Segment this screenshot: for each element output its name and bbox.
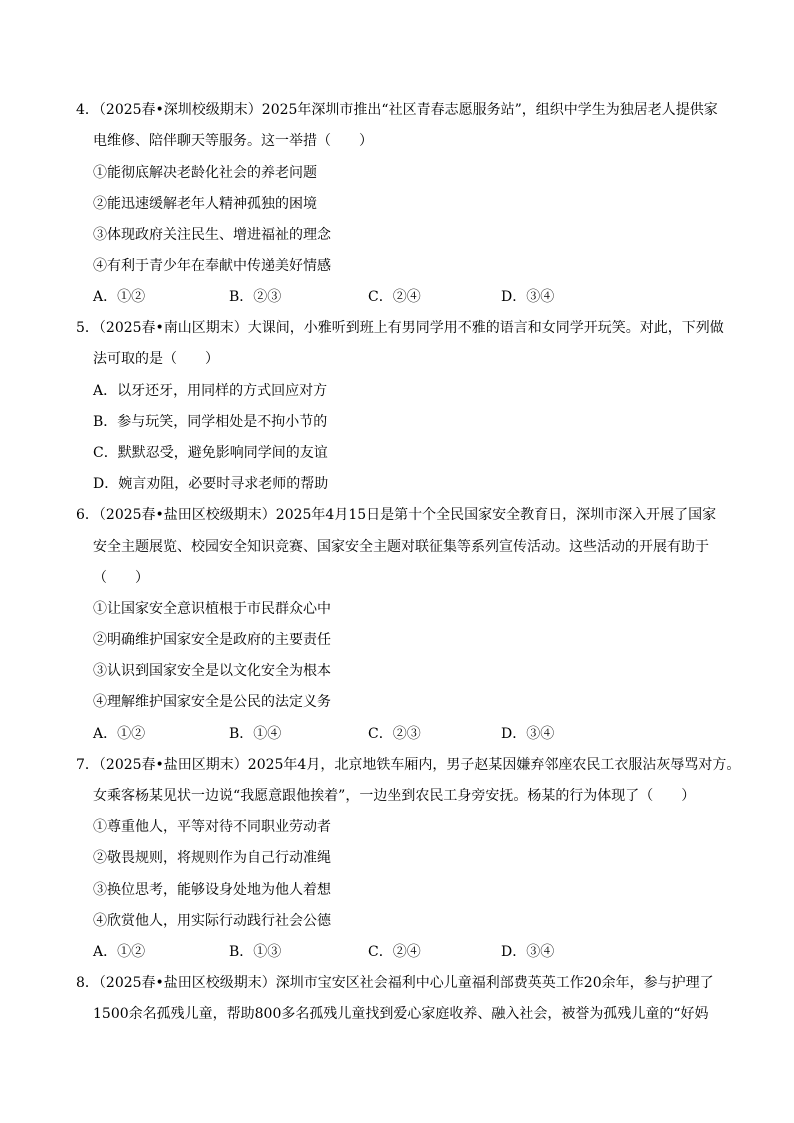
question-7-statement-3: ③换位思考，能够设身处地为他人着想 xyxy=(93,882,331,898)
choice-c: C．②④ xyxy=(368,944,421,960)
question-4-statement-1: ①能彻底解决老龄化社会的养老问题 xyxy=(93,165,317,181)
question-7-stem-line-2: 女乘客杨某见状一边说“我愿意跟他挨着”，一边坐到农民工身旁安抚。杨某的行为体现了（ ） xyxy=(93,788,696,804)
question-7-stem-line-1: 7．（2025春•盐田区期末）2025年4月，北京地铁车厢内，男子赵某因嫌弃邻座农民工衣服沾灰辱骂对方。 xyxy=(76,757,741,773)
question-7-statement-4: ④欣赏他人，用实际行动践行社会公德 xyxy=(93,913,331,929)
choice-a: A．①② xyxy=(93,944,146,960)
question-5-stem-line-2: 法可取的是（ ） xyxy=(93,351,219,367)
question-5-option-d: D．婉言劝阻，必要时寻求老师的帮助 xyxy=(93,476,329,492)
choice-a: A．①② xyxy=(93,289,146,305)
question-6-statement-2: ②明确维护国家安全是政府的主要责任 xyxy=(93,632,331,648)
choice-d: D．③④ xyxy=(501,289,555,305)
question-6-stem-line-3: （ ） xyxy=(93,570,149,586)
question-6-stem-line-1: 6．（2025春•盐田区校级期末）2025年4月15日是第十个全民国家安全教育日，深圳市深入开展了国家 xyxy=(76,507,717,523)
question-4-statement-2: ②能迅速缓解老年人精神孤独的困境 xyxy=(93,196,317,212)
question-5-option-a: A．以牙还牙，用同样的方式回应对方 xyxy=(93,383,328,399)
question-4-stem-line-2: 电维修、陪伴聊天等服务。这一举措（ ） xyxy=(93,133,373,149)
question-6-statement-1: ①让国家安全意识植根于市民群众心中 xyxy=(93,601,331,617)
question-6-statement-3: ③认识到国家安全是以文化安全为根本 xyxy=(93,663,331,679)
question-5-option-c: C．默默忍受，避免影响同学间的友谊 xyxy=(93,445,328,461)
question-7-statement-1: ①尊重他人，平等对待不同职业劳动者 xyxy=(93,819,331,835)
question-4-stem-line-1: 4．（2025春•深圳校级期末）2025年深圳市推出“社区青春志愿服务站”，组织中学生为独居老人提供家 xyxy=(76,102,718,118)
question-8-stem-line-2: 1500余名孤残儿童，帮助800多名孤残儿童找到爱心家庭收养、融入社会，被誉为孤残儿童的“好妈 xyxy=(93,1006,709,1022)
question-8-stem-line-1: 8．（2025春•盐田区校级期末）深圳市宝安区社会福利中心儿童福利部费英英工作20余年，参与护理了 xyxy=(76,975,714,991)
choice-d: D．③④ xyxy=(501,726,555,742)
choice-a: A．①② xyxy=(93,726,146,742)
question-7-statement-2: ②敬畏规则，将规则作为自己行动准绳 xyxy=(93,850,331,866)
question-6-stem-line-2: 安全主题展览、校园安全知识竞赛、国家安全主题对联征集等系列宣传活动。这些活动的开展有助于 xyxy=(93,539,709,555)
choice-c: C．②④ xyxy=(368,289,421,305)
question-5-stem-line-1: 5．（2025春•南山区期末）大课间，小雅听到班上有男同学用不雅的语言和女同学开玩笑。对此，下列做 xyxy=(76,320,724,336)
choice-d: D．③④ xyxy=(501,944,555,960)
question-5-option-b: B．参与玩笑，同学相处是不拘小节的 xyxy=(93,414,328,430)
choice-b: B．②③ xyxy=(229,289,282,305)
choice-c: C．②③ xyxy=(368,726,421,742)
choice-b: B．①④ xyxy=(229,726,282,742)
question-4-statement-3: ③体现政府关注民生、增进福祉的理念 xyxy=(93,227,331,243)
question-6-statement-4: ④理解维护国家安全是公民的法定义务 xyxy=(93,694,331,710)
question-4-statement-4: ④有利于青少年在奉献中传递美好情感 xyxy=(93,258,331,274)
choice-b: B．①③ xyxy=(229,944,282,960)
